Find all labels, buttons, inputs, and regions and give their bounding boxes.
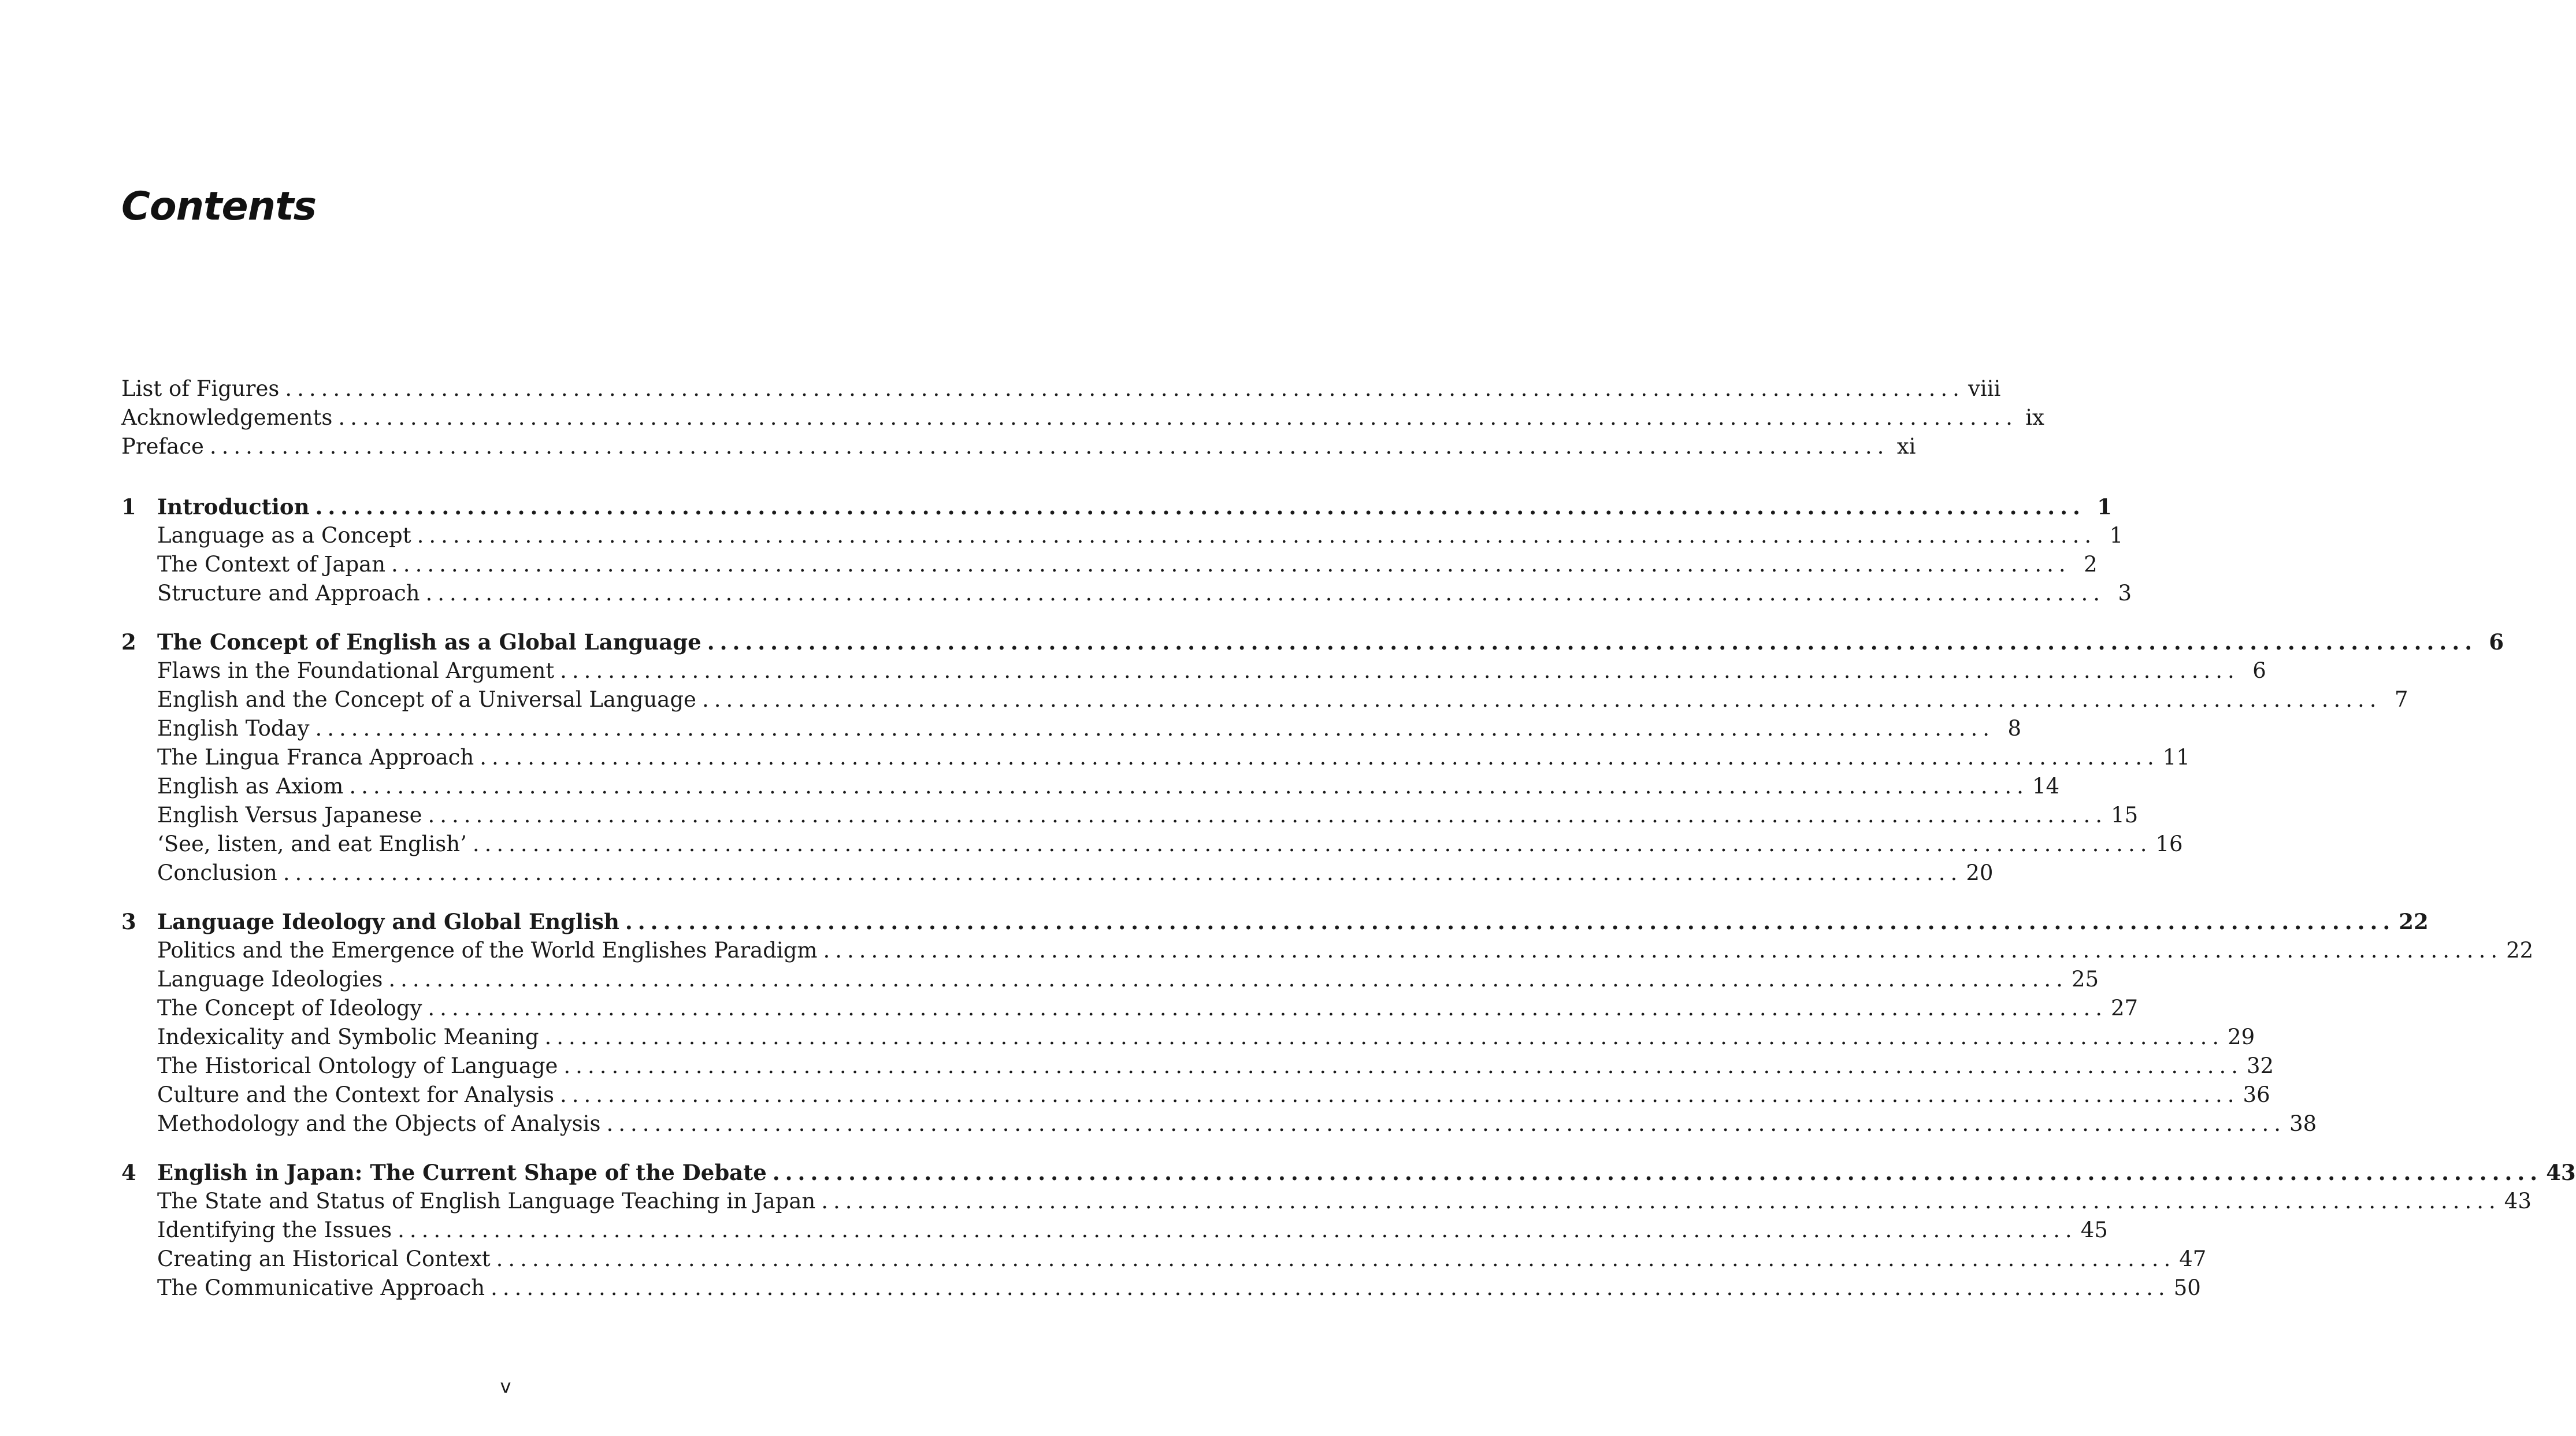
section-entry[interactable] — [121, 1187, 2532, 1216]
page-number-ref: 6 — [2489, 629, 2504, 655]
section-entry[interactable] — [121, 743, 2190, 772]
dot-leader: ............................................................................................................................................ — [821, 1189, 2501, 1214]
page-number-ref: 22 — [2506, 938, 2534, 963]
entry-label: Methodology and the Objects of Analysis — [157, 1111, 601, 1136]
chapter-entry[interactable] — [121, 907, 2429, 936]
page-number-ref: 7 — [2394, 687, 2408, 712]
chapter-entry[interactable] — [121, 1158, 2576, 1187]
entry-label: Creating an Historical Context — [157, 1246, 491, 1271]
page-number-ref: 22 — [2399, 909, 2429, 934]
dot-leader: ............................................................................................................................................ — [701, 687, 2382, 712]
section-entry[interactable] — [121, 1216, 2108, 1245]
chapter-group — [121, 1158, 2576, 1303]
front-matter-group — [121, 374, 2044, 461]
page-number-ref: 1 — [2109, 523, 2124, 548]
page-number-ref: 16 — [2155, 832, 2183, 856]
dot-leader: ............................................................................................................................................ — [560, 658, 2240, 683]
section-entry[interactable] — [121, 579, 2132, 608]
page-number-ref: 29 — [2228, 1025, 2255, 1049]
dot-leader: ............................................................................................................................................ — [417, 523, 2097, 548]
entry-label: Conclusion — [157, 860, 277, 885]
dot-leader: ............................................................................................................................................ — [388, 967, 2068, 992]
dot-leader: ............................................................................................................................................ — [428, 996, 2107, 1021]
entry-label: List of Figures — [121, 376, 280, 401]
section-entry[interactable] — [121, 685, 2408, 714]
dot-leader: ............................................................................................................................................ — [428, 803, 2108, 828]
entry-label: English Today — [157, 716, 310, 741]
entry-label: The Historical Ontology of Language — [157, 1053, 558, 1078]
entry-label: Indexicality and Symbolic Meaning — [157, 1025, 539, 1049]
page-number-ref: viii — [1968, 376, 2001, 401]
dot-leader: ............................................................................................................................................ — [349, 774, 2029, 799]
entry-label: English in Japan: The Current Shape of the Debate — [157, 1160, 767, 1185]
dot-leader: ............................................................................................................................................ — [315, 494, 2085, 520]
chapter-number: 2 — [121, 629, 136, 655]
chapter-group — [121, 907, 2534, 1138]
section-entry[interactable] — [121, 550, 2098, 579]
section-entry[interactable] — [121, 1110, 2317, 1138]
dot-leader: ............................................................................................................................................ — [544, 1025, 2225, 1049]
page-number-ref: 6 — [2252, 658, 2266, 683]
dot-leader: ............................................................................................................................................ — [606, 1111, 2287, 1136]
chapter-entry[interactable] — [121, 628, 2504, 656]
section-entry[interactable] — [121, 965, 2099, 994]
entry-label: English Versus Japanese — [157, 803, 422, 828]
dot-leader: ............................................................................................................................................ — [772, 1160, 2543, 1185]
entry-label: The Concept of English as a Global Language — [157, 629, 701, 655]
section-entry[interactable] — [121, 772, 2060, 801]
section-entry[interactable] — [121, 714, 2022, 743]
section-entry[interactable] — [121, 521, 2124, 550]
entry-label: Structure and Approach — [157, 581, 420, 606]
page-number-ref: 25 — [2071, 967, 2099, 992]
section-entry[interactable] — [121, 994, 2139, 1023]
dot-leader: ............................................................................................................................................ — [315, 716, 1995, 741]
dot-leader: ............................................................................................................................................ — [338, 405, 2018, 430]
section-entry[interactable] — [121, 936, 2534, 965]
dot-leader: ............................................................................................................................................ — [496, 1246, 2176, 1271]
section-entry[interactable] — [121, 830, 2183, 859]
dot-leader: ............................................................................................................................................ — [285, 376, 1965, 401]
page-number-ref: 36 — [2243, 1082, 2270, 1107]
entry-label: Acknowledgements — [121, 405, 333, 430]
dot-leader: ............................................................................................................................................ — [823, 938, 2503, 963]
page-number-ref: 20 — [1966, 860, 1994, 885]
dot-leader: ............................................................................................................................................ — [559, 1082, 2240, 1107]
entry-label: The Communicative Approach — [157, 1275, 485, 1300]
section-entry[interactable] — [121, 1052, 2274, 1081]
front-matter-entry[interactable] — [121, 374, 2001, 403]
entry-label: Culture and the Context for Analysis — [157, 1082, 554, 1107]
page-number: v — [500, 1375, 511, 1397]
entry-label: Language as a Concept — [157, 523, 411, 548]
dot-leader: ............................................................................................................................................ — [398, 1218, 2077, 1242]
dot-leader: ............................................................................................................................................ — [480, 745, 2159, 770]
entry-label: Politics and the Emergence of the World Englishes Paradigm — [157, 938, 818, 963]
entry-label: Language Ideologies — [157, 967, 383, 992]
entry-label: English and the Concept of a Universal Language — [157, 687, 696, 712]
page-number-ref: 3 — [2118, 581, 2132, 606]
page-number-ref: 47 — [2179, 1246, 2207, 1271]
chapter-entry[interactable] — [121, 492, 2112, 521]
page-number-ref: 43 — [2546, 1160, 2576, 1185]
section-entry[interactable] — [121, 1245, 2207, 1274]
chapter-number: 4 — [121, 1160, 136, 1185]
page-number-ref: 45 — [2080, 1218, 2108, 1242]
entry-label: Preface — [121, 434, 204, 459]
entry-label: The Context of Japan — [157, 552, 386, 577]
dot-leader: ............................................................................................................................................ — [563, 1053, 2243, 1078]
page-number-ref: 27 — [2111, 996, 2139, 1021]
section-entry[interactable] — [121, 801, 2139, 830]
page-number-ref: 14 — [2032, 774, 2060, 799]
chapter-number: 3 — [121, 909, 136, 934]
front-matter-entry[interactable] — [121, 432, 1916, 461]
dot-leader: ............................................................................................................................................ — [283, 860, 1963, 885]
entry-label: Language Ideology and Global English — [157, 909, 619, 934]
dot-leader: ............................................................................................................................................ — [472, 832, 2152, 856]
dot-leader: ............................................................................................................................................ — [209, 434, 1890, 459]
front-matter-entry[interactable] — [121, 403, 2044, 432]
page-number-ref: 11 — [2162, 745, 2190, 770]
dot-leader: ............................................................................................................................................ — [625, 909, 2396, 934]
entry-label: The State and Status of English Language Teaching in Japan — [157, 1189, 816, 1214]
page-number-ref: 50 — [2173, 1275, 2201, 1300]
entry-label: English as Axiom — [157, 774, 344, 799]
chapter-number: 1 — [121, 494, 136, 520]
page-number-ref: 15 — [2111, 803, 2139, 828]
entry-label: ‘See, listen, and eat English’ — [157, 832, 467, 856]
dot-leader: ............................................................................................................................................ — [391, 552, 2071, 577]
page-number-ref: 2 — [2084, 552, 2098, 577]
chapter-group — [121, 628, 2504, 888]
entry-label: Introduction — [157, 494, 310, 520]
page-title: Contents — [121, 184, 317, 229]
section-entry[interactable] — [121, 859, 1994, 888]
entry-label: The Concept of Ideology — [157, 996, 422, 1021]
section-entry[interactable] — [121, 1081, 2270, 1110]
chapter-group — [121, 492, 2132, 608]
page-number-ref: 8 — [2007, 716, 2022, 741]
entry-label: The Lingua Franca Approach — [157, 745, 474, 770]
section-entry[interactable] — [121, 1023, 2255, 1052]
page-number-ref: ix — [2025, 405, 2044, 430]
page-number-ref: 38 — [2289, 1111, 2317, 1136]
dot-leader: ............................................................................................................................................ — [491, 1275, 2170, 1300]
entry-label: Identifying the Issues — [157, 1218, 392, 1242]
table-of-contents — [121, 374, 2576, 1322]
section-entry[interactable] — [121, 1274, 2201, 1303]
dot-leader: ............................................................................................................................................ — [425, 581, 2106, 606]
page-number-ref: 43 — [2504, 1189, 2532, 1214]
section-entry[interactable] — [121, 656, 2266, 685]
page-number-ref: 32 — [2247, 1053, 2274, 1078]
entry-label: Flaws in the Foundational Argument — [157, 658, 555, 683]
dot-leader: ............................................................................................................................................ — [707, 629, 2478, 655]
page-number-ref: xi — [1896, 434, 1916, 459]
page-number-ref: 1 — [2097, 494, 2112, 520]
